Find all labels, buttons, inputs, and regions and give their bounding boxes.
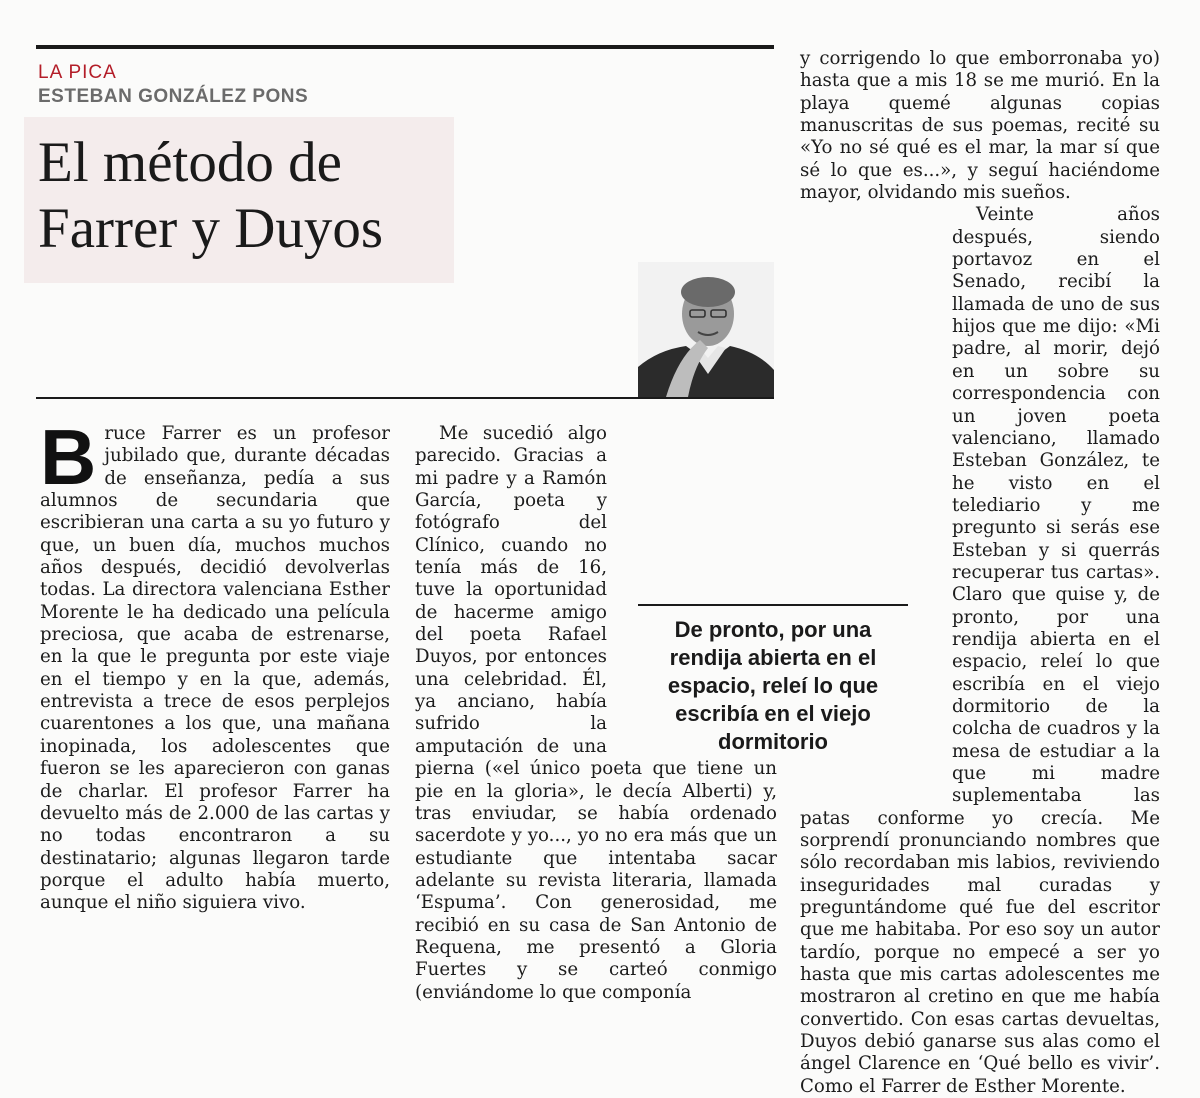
top-rule (36, 45, 774, 49)
column-1 (40, 413, 390, 915)
author-name: ESTEBAN GONZÁLEZ PONS (38, 86, 309, 107)
headline: El método de Farrer y Duyos (38, 131, 384, 260)
author-portrait-image (638, 262, 774, 397)
paragraph-1 (40, 413, 390, 915)
author-photo (638, 262, 774, 397)
section-label: LA PICA (38, 62, 117, 83)
paragraph-1-text: ruce Farrer es un profesor jubilado que, durante décadas de enseñanza, pedía a sus alumnos de secundaria que escribieran una carta a su yo futuro y que, un buen día, muchos muchos años después, decidió devolverlas todas. La directora valenciana Esther Morente le ha dedicado una película preciosa, que acaba de estrenarse, en la que le pregunta por este viaje en el tiempo y en la que, además, entrevista a trece de esos perplejos cuarentones a los que, una mañana inopinada, los adolescentes que fueron se les aparecieron con ganas de charlar. El profesor Farrer ha devuelto más de 2.000 de las cartas y no todas encontraron a su destinatario; algunas llegaron tarde porque el adulto había muerto, aunque el niño siguiera vivo. (40, 423, 390, 914)
paragraph-2-text: Me sucedió algo parecido. Gracias a mi padre y a Ramón García, poeta y fotógrafo del Clínico, cuando no tenía más de 16, tuve la oportunidad de hacerme amigo del poeta Rafael Duyos, por entonces una celebridad. Él, ya anciano, había sufrido la amputación de una pierna («el único poeta que tiene un pie en la gloria», le decía Alberti) y, tras enviudar, se había ordenado sacerdote y yo..., yo no era más que un estudiante que intentaba sacar adelante su revista literaria, llamada ‘Espuma’. Con generosidad, me recibió en su casa de San Antonio de Requena, me presentó a Gloria Fuertes y se carteó conmigo (enviándome lo que componía (415, 423, 777, 1003)
section-rule (36, 397, 774, 399)
pull-quote: De pronto, por una rendija abierta en el espacio, releí lo que escribía en el viejo dormitorio (638, 604, 908, 756)
paragraph-3: y corrigendo lo que emborronaba yo) hasta que a mis 18 se me murió. En la playa quemé algunas copias manuscritas de sus poemas, recité su «Yo no sé qué es el mar, la mar sí que sé lo que es...», y seguí haciéndome mayor, olvidando mis sueños. (800, 48, 1160, 204)
paragraph-4-text: Veinte años después, siendo portavoz en el Senado, recibí la llamada de uno de sus hijos que me dijo: «Mi padre, al morir, dejó en un sobre su correspondencia con un joven poeta valenciano, llamado Esteban González, te he visto en el telediario y me pregunto si serás ese Esteban y si querrás recuperar tus cartas». Claro que quise y, de pronto, por una rendija abierta en el espacio, releí lo que escribía en el viejo dormitorio de la colcha de cuadros y la mesa de estudiar a la que mi madre suplementaba las patas conforme yo crecía. Me sorprendí pronunciando nombres que sólo recordaban mis labios, reviviendo inseguridades mal curadas y preguntándome qué fue del escritor que me habitaba. Por eso soy un autor tardío, porque no empecé a ser yo hasta que mis cartas adolescentes me mostraron al cretino en que me había convertido. Con esas cartas devueltas, Duyos debió ganarse sus alas como el ángel Clarence en ‘Qué bello es vivir’. Como el Farrer de Esther Morente. (800, 204, 1160, 1097)
drop-cap: B (40, 413, 97, 501)
column-3 (800, 48, 1160, 1098)
